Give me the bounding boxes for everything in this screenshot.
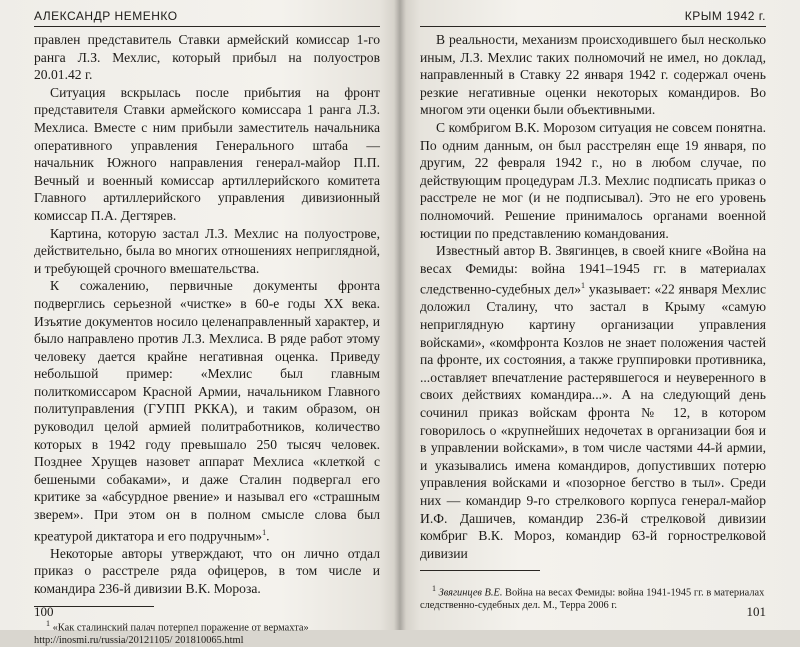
paragraph: Картина, которую застал Л.З. Мехлис на полуострове, действительно, была во многих отношениях неприглядной, и требующей срочного вмешательства. <box>34 225 380 276</box>
paragraph-text-continued: указывает: «22 января Мехлис доложил Сталину, что застал в Крыму «самую неприглядную картину организации управления войсками», «комфронта Козлов не знает положения частей па фронте, их состояния, а также группировки противника, ...оставляет впечатление растерявшегося и неуверенного в своих действиях командира...». А на следующий день сочинил приказ войскам фронта № 12, в котором говорилось о «крупнейших недочетах в организации боя и в управлении войсками», в том числе частями 44-й армии, и указывались имена командиров, допустивших потерю управления войсками и «позорное бегство в тыл». Среди них — командир 9-го стрелкового корпуса генерал-майор И.Ф. Дашичев, командир 236-й стрелковой дивизии комбриг В.К. Мороз, командир 63-й горнострелковой дивизии <box>420 281 766 561</box>
page-number-right: 101 <box>746 604 766 619</box>
paragraph: К сожалению, первичные документы фронта подверглись серьезной «чистке» в 60-е годы XX века. Изъятие документов носило целенаправленный характер, и было направлено против Л.З. Мехлиса. В ряде работ этому человеку дается крайне негативная оценка. Приведу небольшой пример: «Мехлис был главным политкомиссаром Красной Армии, начальником Главного политуправления (ГУПП РККА), и таким образом, он руководил целой армией политработников, количество которых в 1942 году превышало 250 тысяч человек. Позднее Хрущев назовет аппарат Мехлиса «клеткой с бешеными собаками», и даже Сталин подвергал его критике за «абсурдное рвение» и называл его «страшным зверем». При этом он в полном смысле слова был креатурой диктатора и его подручным»$^1$. <box>34 278 380 544</box>
paragraph-text: Известный автор В. Звягинцев, в своей книге «Война на весах Фемиды: война 1941–1945 гг. в материалах следственно-судебных дел» <box>420 243 766 297</box>
paragraph <box>420 242 766 562</box>
running-head-left: АЛЕКСАНДР НЕМЕНКО <box>34 6 380 27</box>
footnote-divider <box>420 570 540 571</box>
paragraph: правлен представитель Ставки армейский комиссар 1-го ранга Л.З. Мехлис, который прибыл на полуостров 20.01.42 г. <box>34 32 380 83</box>
footnote-reference: 1 <box>262 527 267 537</box>
footnote <box>420 582 766 612</box>
footnote-author: Звягинцев В.Е. <box>438 587 503 599</box>
footnote-number: 1 <box>46 618 50 628</box>
paragraph-text: К сожалению, первичные документы фронта подверглись серьезной «чистке» в 60-е годы XX века. Изъятие документов носило целенаправленный характер, и было направлено против Л.З. Мехлиса. В ряде работ этому человеку дается крайне негативная оценка. Приведу небольшой пример: «Мехлис был главным политкомиссаром Красной Армии, начальником Главного политуправления (ГУПП РККА), и таким образом, он руководил целой армией политработников, количество которых в 1942 году превышало 250 тысяч человек. Позднее Хрущев назовет аппарат Мехлиса «клеткой с бешеными собаками», и даже Сталин подвергал его критике за «абсурдное рвение» и называл его «страшным зверем». При этом он в полном смысле слова был креатурой диктатора и его подручным» <box>34 278 380 544</box>
paragraph: Некоторые авторы утверждают, что он лично отдал приказ о расстреле ряда офицеров, в том числе и командира 236-й дивизии В.К. Мороза. <box>34 545 380 596</box>
page-number-left: 100 <box>34 604 54 619</box>
paragraph: Ситуация вскрылась после прибытия на фронт представителя Ставки армейского комиссара 1 ранга Л.З. Мехлиса. Вместе с ним прибыли заместитель начальника оперативного управления Генерального штаба — начальник Южного направления генерал-майор П.П. Вечный и военный комиссар артиллерийского комитета Главного артиллерийского управления дивизионный комиссар П.А. Дегтярев. <box>34 84 380 223</box>
right-page <box>400 0 800 630</box>
paragraph: В реальности, механизм происходившего был несколько иным, Л.З. Мехлис таких полномочий не имел, но доклад, направленный в Ставку 22 января 1942 г. содержал очень резкие негативные оценки некоторых командиров. Во многом эти оценки были объективными. <box>420 32 766 118</box>
footnote <box>34 617 380 647</box>
left-page-body <box>34 31 380 598</box>
right-page-body <box>420 31 766 562</box>
running-head-right: КРЫМ 1942 г. <box>420 6 766 27</box>
footnote-text: Война на весах Фемиды: война 1941-1945 гг. в материалах следственно-судебных дел. М., Терра 2006 г. <box>420 587 765 612</box>
footnote-reference: 1 <box>581 281 586 291</box>
paragraph: С комбригом В.К. Морозом ситуация не совсем понятна. По одним данным, он был расстрелян еще 19 января, по другим, 22 февраля 1942 г., но в любом случае, по действующим процедурам Л.З. Мехлис подписать приказ о расстреле не мог (и не подписывал). Это не его уровень полномочий. Решение принималось органами военной юстиции по представлению командования. <box>420 119 766 241</box>
footnote-text: «Как сталинский палач потерпел поражение от вермахта» http://inosmi.ru/russia/20121105/ 201810065.html <box>34 622 309 647</box>
footnote-number: 1 <box>432 583 436 593</box>
